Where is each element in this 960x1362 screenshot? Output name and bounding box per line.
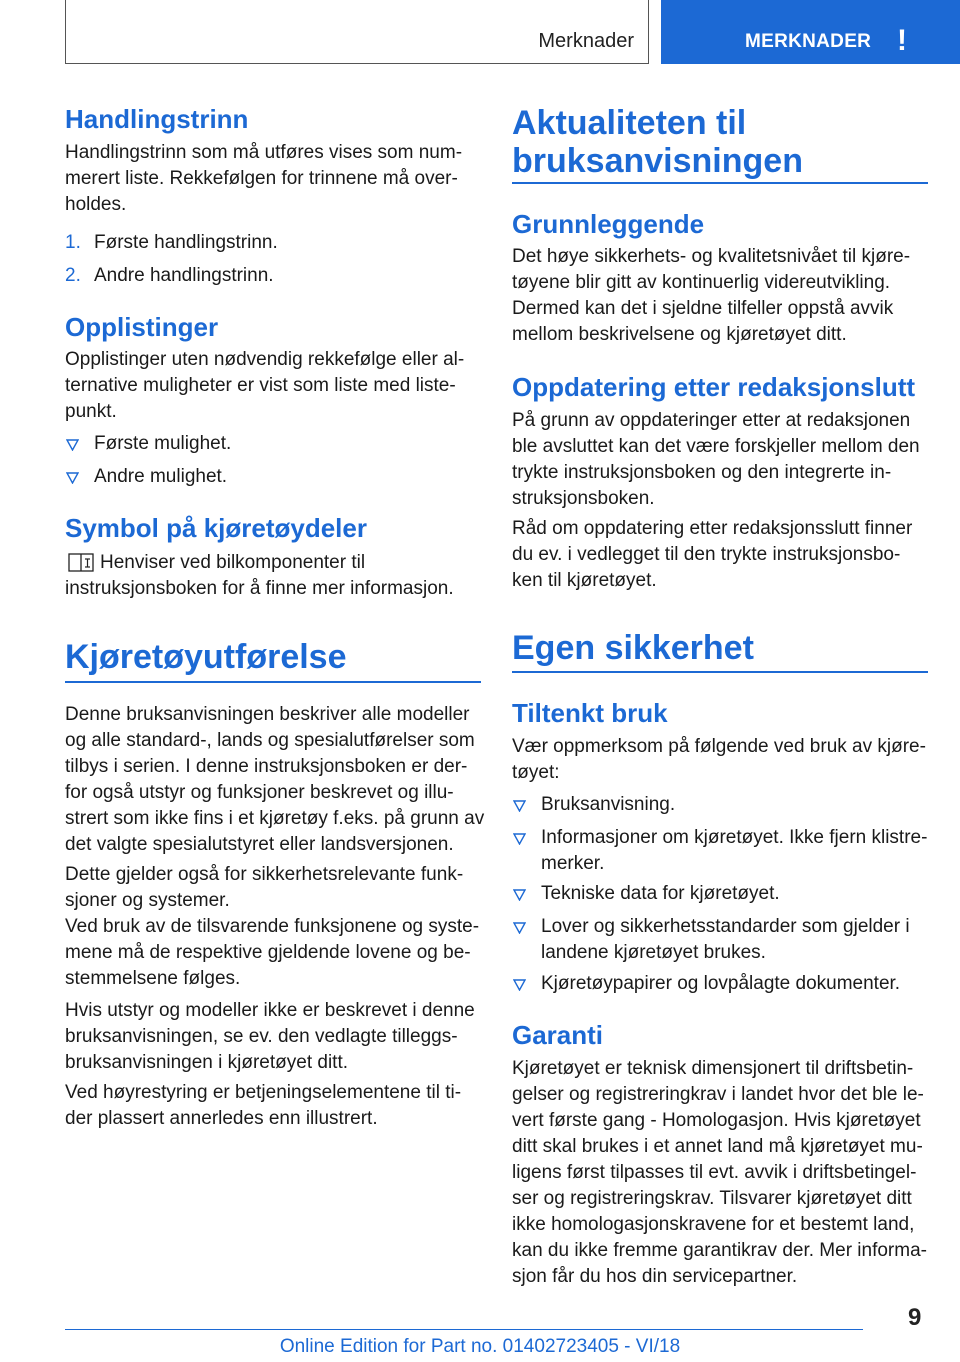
list-bullet-triangle-icon [513,799,526,812]
paragraph: Handlingstrinn som må utføres vises som num- merert liste. Rekkefølgen for trinnene må over- holdes. [65,142,463,215]
paragraph: Det høye sikkerhets- og kvalitetsnivået til kjøre- tøyene blir gitt av kontinuerlig videreutvikling. Dermed kan det i sjeldne tilfeller oppstå avvik mellom beskrivelsene og kjøretøyet ditt. [512,246,911,345]
list-item: Første handlingstrinn. [94,232,278,253]
paragraph: På grunn av oppdateringer etter at redaksjonen ble avsluttet kan det være forskjeller mellom den trykte instruksjonsboken og den integrerte in- struksjonsboken. [512,410,920,509]
list-bullet-triangle-icon [513,921,526,934]
list-bullet-triangle-icon [66,471,79,484]
list-bullet-triangle-icon [66,438,79,451]
list-number: 2. [65,265,81,286]
chapter-title-egen-sikkerhet: Egen sikkerhet [512,629,754,667]
list-bullet-triangle-icon [513,978,526,991]
header-section-box [65,0,649,64]
section-title-oppdatering: Oppdatering etter redaksjonslutt [512,372,916,402]
list-item: Andre handlingstrinn. [94,265,274,286]
book-icon [68,553,94,573]
list-item: Bruksanvisning. [541,794,676,815]
header-chapter-label: MERKNADER [745,31,872,52]
paragraph: Råd om oppdatering etter redaksjonsslutt finner du ev. i vedlegget til den trykte instruksjonsbo- ken til kjøretøyet. [512,518,913,591]
list-item: Lover og sikkerhetsstandarder som gjelder i landene kjøretøyet brukes. [541,916,910,963]
chapter-title-aktualiteten: Aktualiteten til bruksanvisningen [512,104,803,180]
list-item: Tekniske data for kjøretøyet. [541,883,780,904]
paragraph: Denne bruksanvisningen beskriver alle modeller og alle standard-, lands og spesialutførelser som tilbys i serien. I denne instruksjonsboken er der- for også utstyr og funksjoner beskrevet og illu- strert som ikke fins i et kjøretøy f.eks. på grunn av det valgte spesialutstyret eller landsversjonen. [65,704,485,855]
paragraph: Ved høyrestyring er betjeningselementene til ti- der plassert annerledes enn illustrert. [65,1082,462,1129]
footer-edition: Online Edition for Part no. 01402723405 - VI/18 [279,1336,681,1357]
section-title-grunnleggende: Grunnleggende [512,209,705,239]
header-chapter-tab [661,0,960,64]
paragraph: Henviser ved bilkomponenter til [100,552,366,573]
list-item: Kjøretøypapirer og lovpålagte dokumenter. [541,973,901,994]
section-title-garanti: Garanti [512,1020,604,1050]
list-number: 1. [65,232,81,253]
header-section-label: Merknader [538,30,634,52]
section-title-opplistinger: Opplistinger [65,312,219,342]
paragraph: Dette gjelder også for sikkerhetsrelevante funk- sjoner og systemer. [65,864,464,911]
paragraph: Hvis utstyr og modeller ikke er beskrevet i denne bruksanvisningen, se ev. den vedlagte tilleggs- bruksanvisningen i kjøretøyet ditt. [65,1000,475,1073]
footer-divider [65,1329,863,1330]
list-bullet-triangle-icon [513,888,526,901]
list-item: Andre mulighet. [94,466,228,487]
list-item: Informasjoner om kjøretøyet. Ikke fjern klistre- merker. [541,827,928,874]
exclamation-icon: ! [897,24,907,57]
list-item: Første mulighet. [94,433,232,454]
paragraph: Vær oppmerksom på følgende ved bruk av kjøre- tøyet: [512,736,926,783]
section-title-handlingstrinn: Handlingstrinn [65,104,249,134]
divider [512,671,928,673]
page-number: 9 [908,1304,922,1331]
paragraph: Kjøretøyet er teknisk dimensjonert til driftsbetin- gelser og registreringkrav i landet hvor det ble le- vert første gang - Homologasjon. Hvis kjøretøyet ditt skal brukes i et annet land må kjøretøyet mu- ligens først tilpasses til evt. avvik i driftsbetingel- ser og registreringskrav. Tilsvarer kjøretøyet ditt ikke homologasjonskravene for et bestemt land, kan du ikke fremme garantikrav der. Mer informa- sjon får du hos din servicepartner. [512,1058,927,1287]
paragraph: Opplistinger uten nødvendig rekkefølge eller al- ternative muligheter er vist som liste med liste- punkt. [65,349,465,422]
chapter-title-kjoretoyutforelse: Kjøretøyutførelse [65,638,347,676]
paragraph: Ved bruk av de tilsvarende funksjonene og syste- mene må de respektive gjeldende lovene og be- stemmelsene følges. [65,916,480,989]
section-title-symbol: Symbol på kjøretøydeler [65,513,367,543]
list-bullet-triangle-icon [513,832,526,845]
section-title-tiltenkt-bruk: Tiltenkt bruk [512,698,668,728]
divider [512,182,928,184]
paragraph: instruksjonsboken for å finne mer informasjon. [65,578,454,599]
divider [65,681,481,683]
